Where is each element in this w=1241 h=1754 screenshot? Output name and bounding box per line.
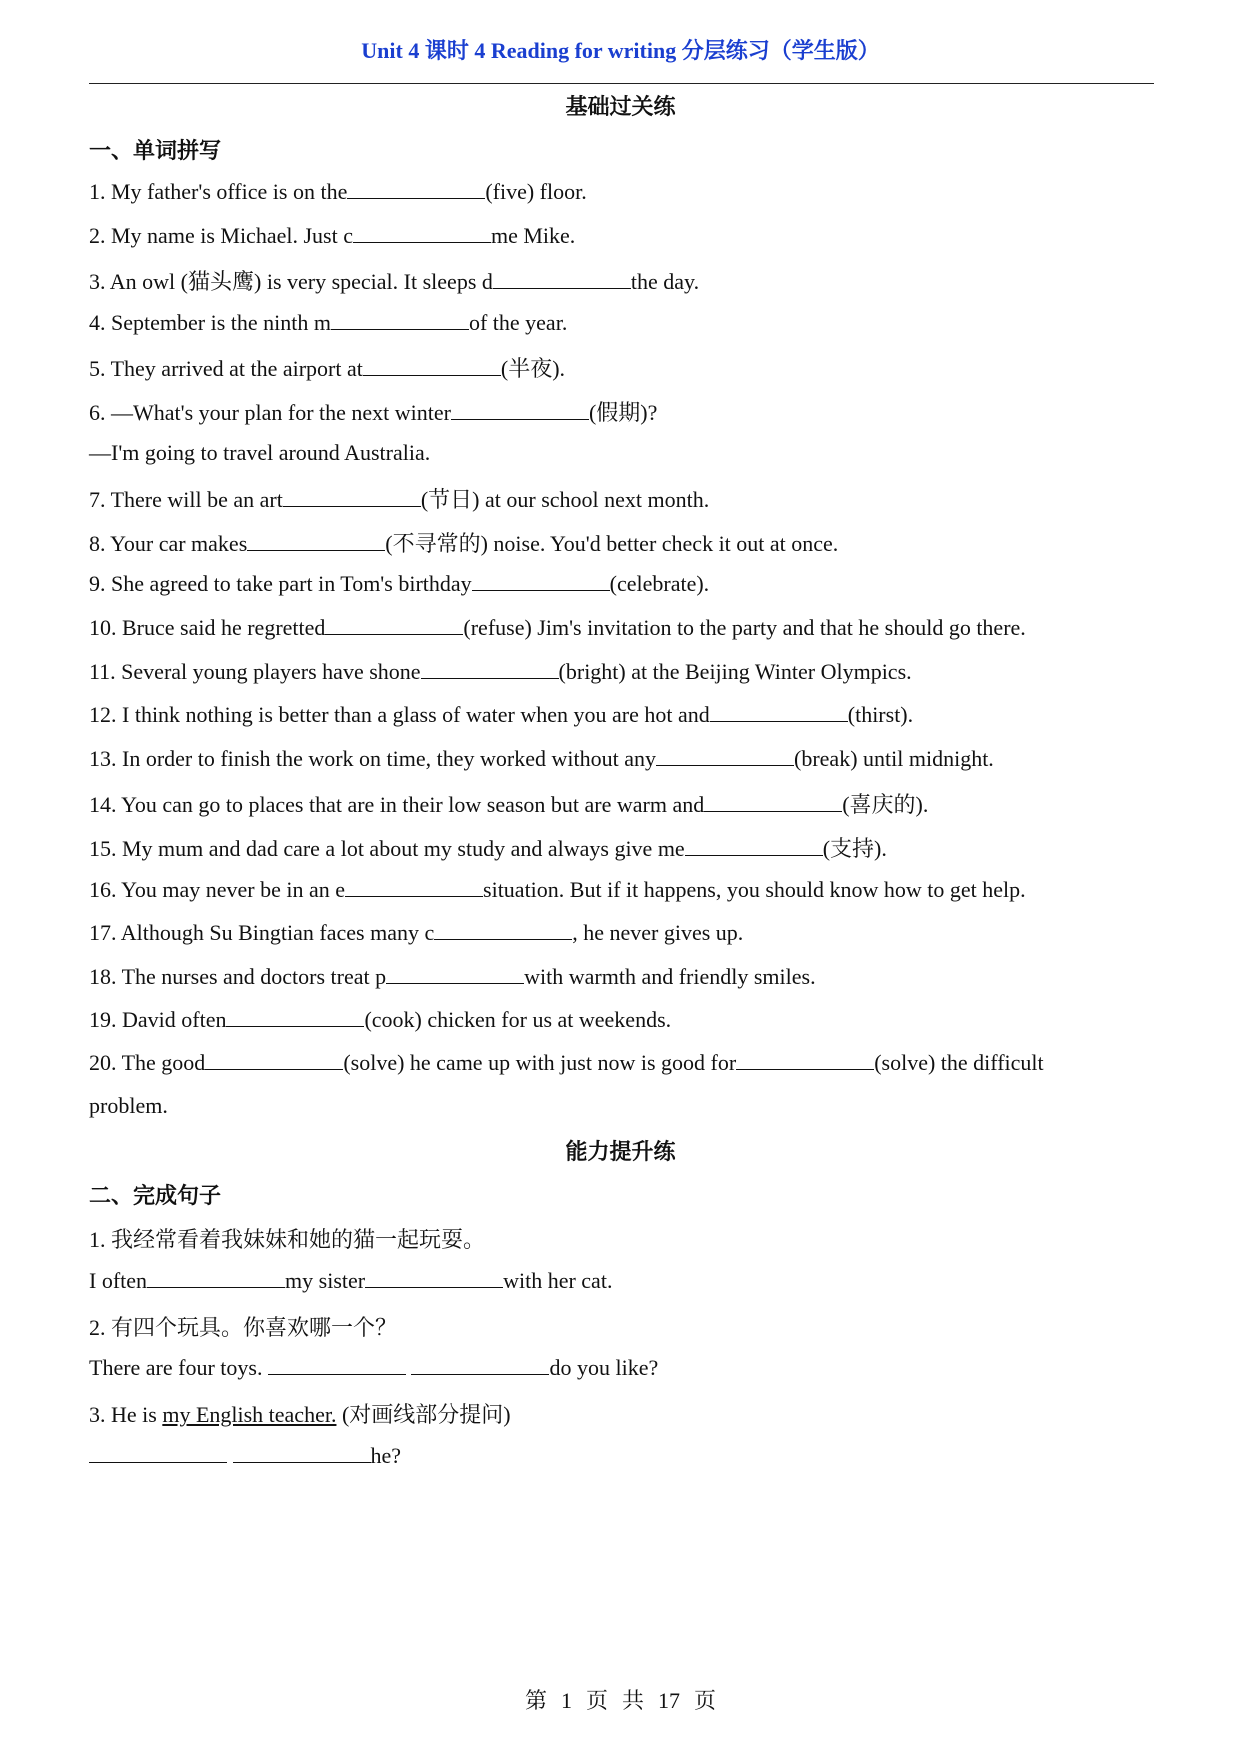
item-text: (假期)? — [588, 400, 658, 425]
answer-blank[interactable] — [268, 1354, 406, 1375]
header-title: Unit 4 课时 4 Reading for writing 分层练习（学生版） — [361, 38, 880, 63]
item-text: (thirst). — [847, 702, 914, 727]
spelling-item — [89, 352, 565, 383]
answer-blank[interactable] — [434, 919, 572, 940]
item-text: 1. My father's office is on the — [89, 179, 348, 204]
spelling-item — [89, 745, 994, 772]
item-text: I often — [89, 1268, 148, 1293]
item-text: with her cat. — [503, 1268, 613, 1293]
item-text: 18. The nurses and doctors treat p — [89, 964, 387, 989]
section-title-basic: 基础过关练 — [565, 94, 676, 119]
answer-blank[interactable] — [451, 399, 589, 420]
item-text: (半夜). — [500, 356, 566, 381]
item-text: (bright) at the Beijing Winter Olympics. — [558, 659, 912, 684]
spelling-item — [89, 788, 928, 819]
item-text: 2. My name is Michael. Just c — [89, 223, 353, 248]
spelling-item — [89, 919, 743, 946]
answer-blank[interactable] — [353, 222, 491, 243]
item-text: (celebrate). — [609, 571, 710, 596]
page-number: 1 — [560, 1688, 572, 1713]
spelling-item — [89, 1006, 671, 1033]
item-text: (不寻常的) noise. You'd better check it out at once. — [385, 531, 839, 556]
item-text: with warmth and friendly smiles. — [524, 964, 816, 989]
item-text: 16. You may never be in an e — [89, 877, 346, 902]
spelling-item — [89, 396, 657, 427]
item-20 — [89, 1049, 1044, 1076]
item-text: —I'm going to travel around Australia. — [89, 440, 431, 465]
item-text: (break) until midnight. — [794, 746, 994, 771]
footer-text: 第 — [524, 1688, 547, 1713]
item-text: 19. David often — [89, 1007, 227, 1032]
q2-chinese: 2. 有四个玩具。你喜欢哪一个？ — [89, 1315, 398, 1340]
item-text: 17. Although Su Bingtian faces many c — [89, 920, 435, 945]
spelling-item — [89, 265, 699, 296]
footer-text: 页 — [694, 1688, 717, 1713]
spelling-item — [89, 178, 587, 205]
answer-blank[interactable] — [710, 701, 848, 722]
part-title-sentences: 二、完成句子 — [89, 1183, 222, 1208]
item-text: (solve) the difficult — [874, 1050, 1044, 1075]
item-text: 10. Bruce said he regretted — [89, 615, 326, 640]
item-text: 13. In order to finish the work on time, they worked without any — [89, 746, 657, 771]
item-text: my sister — [285, 1268, 366, 1293]
answer-blank[interactable] — [386, 963, 524, 984]
item-text: 5. They arrived at the airport at — [89, 356, 363, 381]
spelling-item — [89, 876, 1026, 903]
item-text: There are four toys. — [89, 1355, 263, 1380]
item-text: 3. He is — [89, 1402, 163, 1427]
spelling-item — [89, 658, 912, 685]
item-text: the day. — [630, 269, 700, 294]
item-text: 14. You can go to places that are in their low season but are warm and — [89, 792, 705, 817]
item-text: 11. Several young players have shone — [89, 659, 421, 684]
item-text: (喜庆的). — [842, 792, 929, 817]
answer-blank[interactable] — [283, 486, 421, 507]
answer-blank[interactable] — [89, 1442, 227, 1463]
item-text: 8. Your car makes — [89, 531, 248, 556]
item-text: (节日) at our school next month. — [420, 487, 710, 512]
spelling-item — [89, 527, 838, 558]
spelling-item — [89, 483, 709, 514]
q1-chinese: 1. 我经常看着我妹妹和她的猫一起玩耍。 — [89, 1227, 486, 1252]
item-text: 9. She agreed to take part in Tom's birthday — [89, 571, 472, 596]
item-text: of the year. — [468, 310, 568, 335]
answer-blank[interactable] — [411, 1354, 549, 1375]
underlined-phrase: my English teacher. — [162, 1402, 337, 1427]
header-divider — [89, 83, 1154, 84]
answer-blank[interactable] — [247, 530, 385, 551]
item-text: he? — [370, 1443, 402, 1468]
item-text: 6. —What's your plan for the next winter — [89, 400, 451, 425]
answer-blank[interactable] — [347, 178, 485, 199]
answer-blank[interactable] — [147, 1267, 285, 1288]
spelling-item — [89, 614, 1026, 641]
answer-blank[interactable] — [736, 1049, 874, 1070]
item-text: (refuse) Jim's invitation to the party and that he should go there. — [463, 615, 1026, 640]
spelling-item — [89, 440, 430, 466]
spelling-item — [89, 570, 709, 597]
answer-blank[interactable] — [363, 355, 501, 376]
q2-english — [89, 1354, 658, 1381]
answer-blank[interactable] — [493, 268, 631, 289]
section-title-advanced: 能力提升练 — [565, 1139, 676, 1164]
total-pages: 17 — [658, 1688, 681, 1713]
item-text: situation. But if it happens, you should know how to get help. — [483, 877, 1026, 902]
item-text: me Mike. — [490, 223, 576, 248]
q1-english — [89, 1267, 612, 1294]
answer-blank[interactable] — [472, 570, 610, 591]
answer-blank[interactable] — [365, 1267, 503, 1288]
item-20-continued: problem. — [89, 1093, 168, 1118]
answer-blank[interactable] — [421, 658, 559, 679]
item-text: (solve) he came up with just now is good for — [343, 1050, 737, 1075]
spelling-item — [89, 701, 913, 728]
item-text: (支持). — [822, 836, 887, 861]
answer-blank[interactable] — [205, 1049, 343, 1070]
answer-blank[interactable] — [325, 614, 463, 635]
answer-blank[interactable] — [685, 835, 823, 856]
spelling-item — [89, 222, 575, 249]
item-text: 20. The good — [89, 1050, 206, 1075]
answer-blank[interactable] — [331, 309, 469, 330]
footer-text: 页 — [585, 1688, 608, 1713]
item-text: (cook) chicken for us at weekends. — [364, 1007, 672, 1032]
spelling-item — [89, 309, 567, 336]
q3-sentence — [89, 1398, 511, 1429]
item-text: (five) floor. — [485, 179, 587, 204]
item-text: 12. I think nothing is better than a glass of water when you are hot and — [89, 702, 710, 727]
item-text: , he never gives up. — [572, 920, 744, 945]
spelling-item — [89, 832, 887, 863]
item-text: 3. An owl (猫头鹰) is very special. It sleeps d — [89, 269, 493, 294]
item-text: (对画线部分提问) — [336, 1402, 511, 1427]
item-text: 15. My mum and dad care a lot about my study and always give me — [89, 836, 685, 861]
answer-blank[interactable] — [656, 745, 794, 766]
answer-blank[interactable] — [704, 791, 842, 812]
answer-blank[interactable] — [226, 1006, 364, 1027]
q3-answer — [89, 1442, 401, 1469]
page-footer — [0, 1684, 1241, 1715]
spelling-item — [89, 963, 816, 990]
item-text: 4. September is the ninth m — [89, 310, 331, 335]
footer-text: 共 — [622, 1688, 645, 1713]
answer-blank[interactable] — [233, 1442, 371, 1463]
answer-blank[interactable] — [345, 876, 483, 897]
item-text: 7. There will be an art — [89, 487, 283, 512]
part-title-spelling: 一、单词拼写 — [89, 138, 222, 163]
item-text: do you like? — [549, 1355, 659, 1380]
